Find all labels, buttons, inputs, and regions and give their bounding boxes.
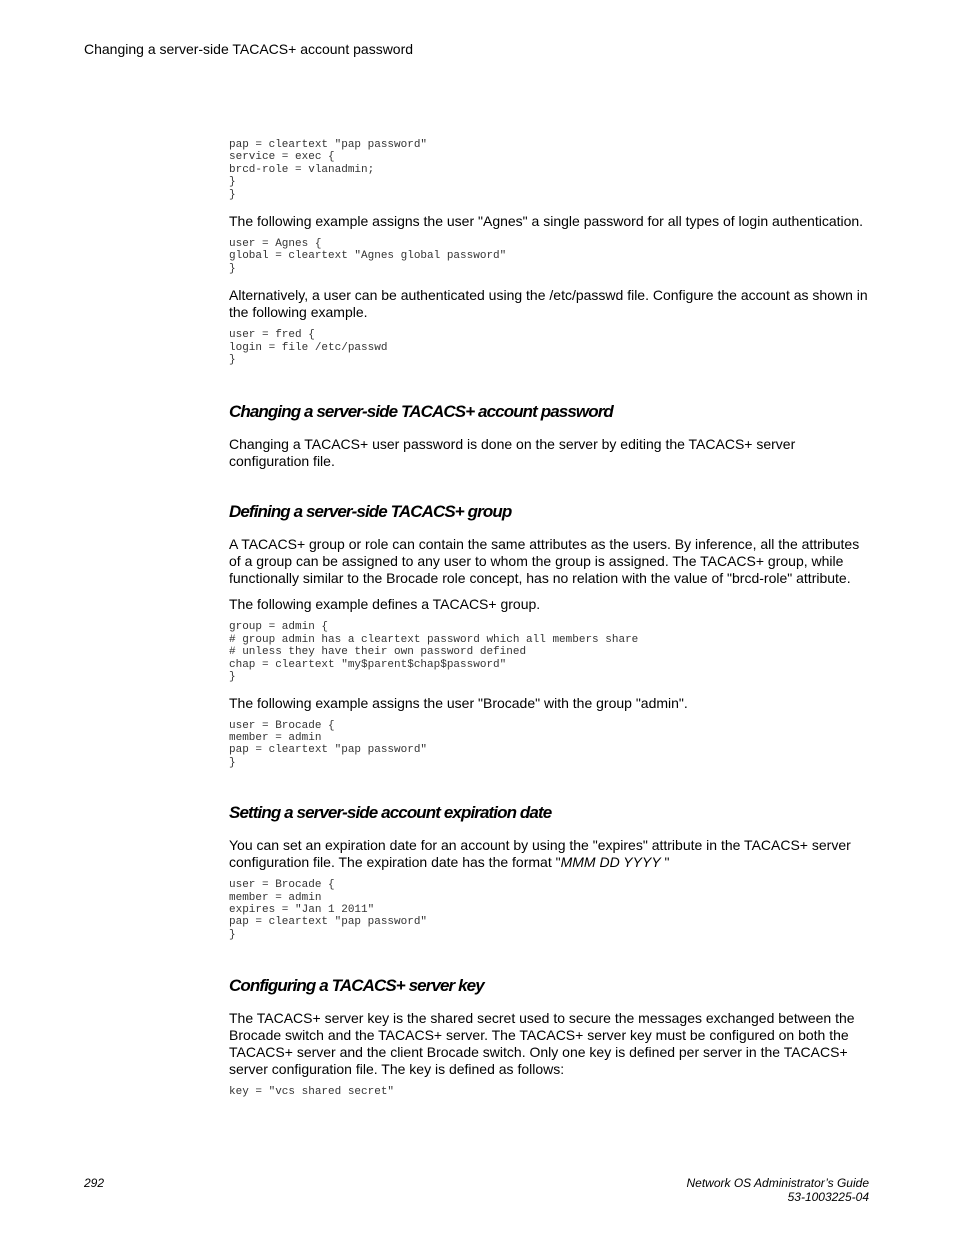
paragraph-etc-passwd: Alternatively, a user can be authenticated using the /etc/passwd file. Configure the account as shown in the following example. (229, 287, 868, 321)
footer-doc-info (686, 1176, 869, 1204)
code-block-agnes: user = Agnes { global = cleartext "Agnes global password" } (229, 238, 507, 275)
paragraph-brocade-group: The following example assigns the user "Brocade" with the group "admin". (229, 694, 688, 711)
paragraph-group-example-intro: The following example defines a TACACS+ group. (229, 596, 541, 613)
running-header: Changing a server-side TACACS+ account password (84, 41, 414, 57)
code-block-group-admin: group = admin { # group admin has a cleartext password which all members share # unless they have their own password defined chap = cleartext "my$parent$chap$password" } (229, 621, 639, 684)
paragraph-change-password: Changing a TACACS+ user password is done on the server by editing the TACACS+ server configuration file. (229, 436, 796, 470)
section-heading-server-key: Configuring a TACACS+ server key (229, 976, 484, 996)
code-block-pap-service: pap = cleartext "pap password" service = exec { brcd-role = vlanadmin; } } (229, 139, 428, 201)
code-block-fred: user = fred { login = file /etc/passwd } (229, 329, 388, 367)
page-content (229, 139, 869, 1099)
paragraph-server-key: The TACACS+ server key is the shared secret used to secure the messages exchanged between the Brocade switch and the TACACS+ server. The TACACS+ server key must be configured on both the TACACS+ server and the client Brocade switch. Only one key is defined per server in the TACACS+ server configuration file. The key is defined as follows: (229, 1010, 855, 1078)
paragraph-expiration: You can set an expiration date for an account by using the "expires" attribute in the TACACS+ server configuration file. The expiration date has the format "MMM DD YYYY " (229, 837, 851, 871)
doc-id: 53-1003225-04 (787, 1190, 869, 1204)
paragraph-agnes-intro: The following example assigns the user "Agnes" a single password for all types of login authentication. (229, 213, 864, 230)
code-block-brocade-member: user = Brocade { member = admin pap = cleartext "pap password" } (229, 719, 428, 769)
date-format: MMM DD YYYY (560, 854, 661, 871)
code-block-expires: user = Brocade { member = admin expires = "Jan 1 2011" pap = cleartext "pap password" } (229, 879, 428, 941)
code-block-key: key = "vcs shared secret" (229, 1086, 395, 1099)
paragraph-group-attributes: A TACACS+ group or role can contain the same attributes as the users. By inference, all the attributes of a group can be assigned to any user to whom the group is assigned. The TACACS+ group, while functionally similar to the Brocade role concept, has no relation with the value of "brcd-role" attribute. (229, 536, 860, 587)
section-heading-change-password: Changing a server-side TACACS+ account password (229, 402, 613, 422)
section-heading-define-group: Defining a server-side TACACS+ group (229, 502, 512, 522)
section-heading-expiration: Setting a server-side account expiration date (229, 803, 552, 823)
doc-title: Network OS Administrator’s Guide (686, 1176, 869, 1190)
page-number: 292 (84, 1176, 105, 1190)
